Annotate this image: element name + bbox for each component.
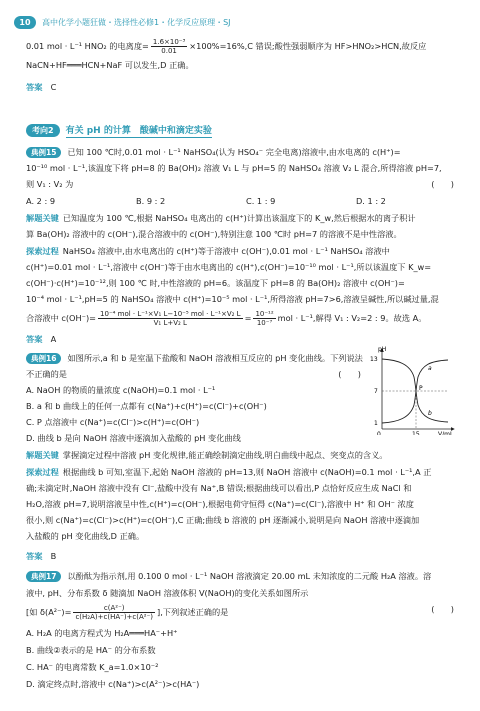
q16-option-a: A. NaOH 的物质的量浓度 c(NaOH)=0.1 mol · L⁻¹ [26, 385, 216, 395]
x-axis-label: V/mL [438, 431, 454, 435]
q16-exp-4: 很小,则 c(Na⁺)=c(Cl⁻)>c(H⁺)=c(OH⁻),C 正确;曲线 b 溶液的 pH 逐渐减小,说明是向 NaOH 溶液中逐滴加 [26, 515, 420, 525]
q17-option-d: D. 滴定终点时,溶液中 c(Na⁺)>c(A²⁻)>c(HA⁻) [26, 679, 200, 689]
q15-line-3: 则 V₁ : V₂ 为 ( ) [26, 179, 454, 189]
topic-heading [26, 123, 212, 137]
q15-answer: 答案 A [26, 334, 57, 344]
q16-answer: 答案 B [26, 551, 57, 561]
topic-badge: 考向2 [26, 124, 60, 137]
q16-option-d: D. 曲线 b 是向 NaOH 溶液中逐滴加入盐酸的 pH 变化曲线 [26, 433, 241, 443]
option-b: B. 9 : 2 [136, 196, 166, 206]
curve-label-a: a [428, 365, 432, 372]
example-badge: 典例16 [26, 353, 61, 364]
q15-options [26, 196, 466, 207]
q16-line-1: 典例16 如图所示,a 和 b 是室温下盐酸和 NaOH 溶液相互反应的 pH 变化曲线。下列说法 [26, 353, 361, 364]
book-title: 高中化学小题狂做・选择性必修1・化学反应原理・SJ [42, 17, 231, 27]
q15-key-1: 解题关键 已知温度为 100 ℃,根据 NaHSO₄ 电离出的 c(H⁺)计算出该温度下的 K_w,然后根据水的离子积计 [26, 213, 416, 223]
prev-line-2: NaCN+HF═══HCN+NaF 可以发生,D 正确。 [26, 60, 194, 70]
y-tick: 7 [374, 388, 378, 395]
q15-exp-2: c(H⁺)=0.01 mol · L⁻¹,溶液中 c(OH⁻)等于由水电离出的 c(H⁺),c(OH⁻)=10⁻¹⁰ mol · L⁻¹,所以该温度下 K_w= [26, 262, 432, 272]
q15-line-2: 10⁻¹⁰ mol · L⁻¹,该温度下将 pH=8 的 Ba(OH)₂ 溶液 V₁ L 与 pH=5 的 NaHSO₄ 溶液 V₂ L 混合,所得溶液 pH=7, [26, 163, 442, 173]
prev-answer: 答案 C [26, 82, 57, 92]
fraction: $\frac{\text{1.6×10⁻³}}{0.01}$ [152, 38, 186, 55]
point-label-p: P [419, 385, 423, 392]
q15-exp-3: c(OH⁻)·c(H⁺)=10⁻¹²,则 100 ℃ 时,中性溶液的 pH=6。该温度下 pH=8 的 Ba(OH)₂ 溶液中 c(OH⁻)= [26, 278, 405, 288]
q16-line-2: 不正确的是 ( ) [26, 369, 361, 379]
q17-option-a: A. H₂A 的电离方程式为 H₂A═══HA⁻+H⁺ [26, 628, 178, 638]
y-tick: 1 [374, 420, 378, 427]
curve-b [382, 359, 448, 422]
q16-option-b: B. a 和 b 曲线上的任何一点都有 c(Na⁺)+c(H⁺)=c(Cl⁻)+c(OH⁻) [26, 401, 267, 411]
option-c: C. 1 : 9 [246, 196, 276, 206]
prev-line-1: 0.01 mol · L⁻¹ HNO₂ 的电离度= $\frac{\text{1.6×10⁻³}}{0.01}$ ×100%=16%,C 错误;酸性强弱顺序为 HF>HNO₂>HCN,故反应 [26, 38, 427, 55]
ph-curve-graph [368, 343, 458, 435]
x-tick: 0 [377, 431, 381, 435]
y-axis-label: pH [378, 346, 387, 353]
q16-exp-2: 确;未滴定时,NaOH 溶液中没有 Cl⁻,盐酸中没有 Na⁺,B 错误;根据曲线可以看出,P 点恰好反应生成 NaCl 和 [26, 483, 412, 493]
q16-exp-5: 入盐酸的 pH 变化曲线,D 正确。 [26, 531, 145, 541]
q17-line-3: [如 δ(A²⁻)= $\frac{\text{c(A²⁻)}}{\text{c(H₂A)+c(HA⁻)+c(A²⁻)}}$ ],下列叙述正确的是 ( ) [26, 604, 454, 621]
page-header [14, 14, 231, 30]
q16-option-c: C. P 点溶液中 c(Na⁺)=c(Cl⁻)>c(H⁺)=c(OH⁻) [26, 417, 200, 427]
example-badge: 典例17 [26, 571, 61, 582]
q17-line-2: 液中, pH、分布系数 δ 随滴加 NaOH 溶液体积 V(NaOH)的变化关系如图所示 [26, 588, 309, 598]
example-badge: 典例15 [26, 147, 61, 158]
q15-key-2: 算 Ba(OH)₂ 溶液中的 c(OH⁻),混合溶液中的 c(OH⁻),特别注意 100 ℃时 pH=7 的溶液不是中性溶液。 [26, 229, 402, 239]
q17-option-c: C. HA⁻ 的电离常数 K_a=1.0×10⁻² [26, 662, 159, 672]
q15-exp-5: 合溶液中 c(OH⁻)= $\frac{\text{10⁻⁴ mol · L⁻¹×V₁ L−10⁻⁵ mol · L⁻¹×V₂ L}}{\text{V₁ L+V₂ L}}$ = $\frac{\text{10⁻¹²}}{\text{10⁻⁷}}$ mol · L⁻¹,解得 V₁ : V₂=2 : 9。故选 A。 [26, 310, 427, 327]
q17-line-1: 典例17 以酚酞为指示剂,用 0.100 0 mol · L⁻¹ NaOH 溶液滴定 20.00 mL 未知浓度的二元酸 H₂A 溶液。溶 [26, 571, 466, 582]
y-tick: 13 [370, 356, 378, 363]
q16-exp-3: H₂O,溶液 pH=7,说明溶液呈中性,c(H⁺)=c(OH⁻),根据电荷守恒得 c(Na⁺)=c(Cl⁻),溶液中 H⁺ 和 OH⁻ 浓度 [26, 499, 414, 509]
q15-exp-4: 10⁻⁴ mol · L⁻¹,pH=5 的 NaHSO₄ 溶液中 c(H⁺)=10⁻⁵ mol · L⁻¹,所得溶液 pH=7>6,溶液呈碱性,所以碱过量,混 [26, 294, 439, 304]
page-number: 10 [14, 16, 36, 29]
option-a: A. 2 : 9 [26, 196, 56, 206]
option-d: D. 1 : 2 [356, 196, 386, 206]
curve-a [382, 360, 448, 423]
q15-exp-1: 探索过程 NaHSO₄ 溶液中,由水电离出的 c(H⁺)等于溶液中 c(OH⁻),0.01 mol · L⁻¹ NaHSO₄ 溶液中 [26, 246, 390, 256]
q16-key-1: 解题关键 掌握滴定过程中溶液 pH 变化规律,能正确绘制滴定曲线,明白曲线中起点、突变点的含义。 [26, 450, 388, 460]
x-tick: 15 [412, 431, 420, 435]
curve-label-b: b [428, 410, 432, 417]
topic-title: 有关 pH 的计算 酸碱中和滴定实验 [66, 123, 212, 138]
q15-line-1: 典例15 已知 100 ℃时,0.01 mol · L⁻¹ NaHSO₄(认为 HSO₄⁻ 完全电离)溶液中,由水电离的 c(H⁺)= [26, 147, 466, 158]
q17-option-b: B. 曲线②表示的是 HA⁻ 的分布系数 [26, 645, 156, 655]
q16-exp-1: 探索过程 根据曲线 b 可知,室温下,起始 NaOH 溶液的 pH=13,则 NaOH 溶液中 c(NaOH)=0.1 mol · L⁻¹,A 正 [26, 467, 432, 477]
